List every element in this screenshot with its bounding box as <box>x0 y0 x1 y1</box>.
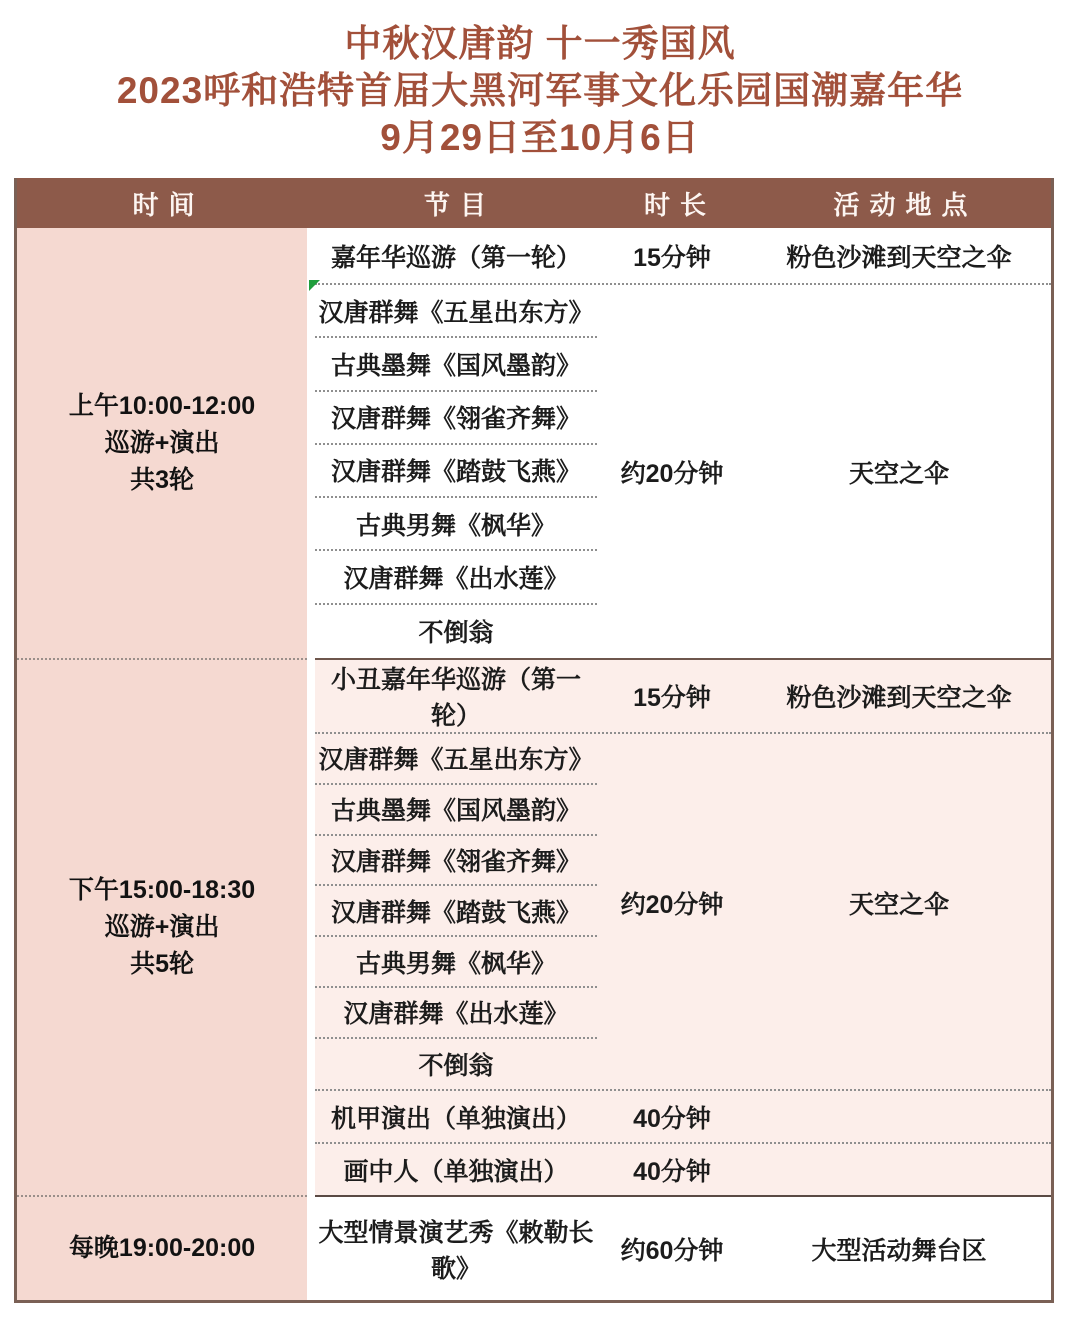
table-row <box>315 392 1051 445</box>
table-row <box>315 1091 1051 1144</box>
header-cell-location: 活动地点 <box>833 189 978 220</box>
program-cell: 不倒翁 <box>418 619 494 648</box>
program-cell: 汉唐群舞《翎雀齐舞》 <box>315 392 597 445</box>
title-line-3: 9月29日至10月6日 <box>380 117 700 158</box>
program-cell: 画中人（单独演出） <box>343 1157 569 1186</box>
duration-cell: 40分钟 <box>633 1104 711 1133</box>
program-cell: 不倒翁 <box>418 1052 494 1081</box>
program-cell: 机甲演出（单独演出） <box>330 1104 581 1133</box>
table-row <box>315 551 1051 604</box>
merged-duration-cell: 约20分钟 <box>620 890 724 919</box>
time-range: 下午15:00-18:30 <box>68 876 256 904</box>
time-range: 每晚19:00-20:00 <box>68 1234 256 1262</box>
section-morning-body <box>315 228 1051 658</box>
time-cell-evening <box>17 1195 307 1300</box>
time-desc: 巡游+演出 <box>104 428 220 457</box>
program-cell: 古典墨舞《国风墨韵》 <box>315 338 597 391</box>
title-line-2: 2023呼和浩特首届大黑河军事文化乐园国潮嘉年华 <box>116 70 964 111</box>
table-row <box>315 445 1051 498</box>
table-row <box>315 734 1051 785</box>
column-gap <box>307 1195 315 1300</box>
duration-cell: 15分钟 <box>633 243 711 272</box>
program-cell: 汉唐群舞《出水莲》 <box>315 551 597 604</box>
section-evening-body <box>315 1195 1051 1300</box>
section-afternoon <box>17 658 1051 1195</box>
table-header-row <box>17 178 1051 228</box>
column-gap <box>307 228 315 658</box>
section-afternoon-body <box>315 658 1051 1195</box>
table-row <box>315 988 1051 1039</box>
table-row <box>315 785 1051 836</box>
table-row <box>315 338 1051 391</box>
table-row <box>315 1039 1051 1092</box>
green-flag-marker <box>309 280 320 291</box>
title-line-1: 中秋汉唐韵 十一秀国风 <box>344 23 736 64</box>
table-row <box>315 498 1051 551</box>
location-cell: 大型活动舞台区 <box>811 1236 987 1265</box>
table-row <box>315 605 1051 658</box>
table-row <box>315 660 1051 734</box>
time-rounds: 共3轮 <box>130 465 194 494</box>
duration-cell: 40分钟 <box>633 1157 711 1186</box>
table-row <box>315 285 1051 338</box>
header-cell-duration: 时长 <box>643 189 716 220</box>
location-cell <box>747 1091 1051 1142</box>
header-cell-program: 节目 <box>423 189 496 220</box>
program-cell: 汉唐群舞《踏鼓飞燕》 <box>315 445 597 498</box>
duration-cell: 15分钟 <box>633 684 711 712</box>
table-row <box>315 1144 1051 1195</box>
merged-location-cell: 天空之伞 <box>848 890 949 919</box>
program-cell: 汉唐群舞《五星出东方》 <box>315 734 597 785</box>
program-cell: 古典墨舞《国风墨韵》 <box>315 785 597 836</box>
time-desc: 巡游+演出 <box>104 913 220 941</box>
table-row <box>315 836 1051 887</box>
merged-duration-cell: 约20分钟 <box>620 459 724 488</box>
program-cell: 大型情景演艺秀《敕勒长歌》 <box>318 1218 594 1283</box>
location-cell: 粉色沙滩到天空之伞 <box>786 243 1012 272</box>
program-cell: 嘉年华巡游（第一轮） <box>330 243 581 272</box>
program-cell: 汉唐群舞《踏鼓飞燕》 <box>315 886 597 937</box>
program-cell: 汉唐群舞《出水莲》 <box>315 988 597 1039</box>
header-cell-time: 时间 <box>132 189 205 220</box>
table-row <box>315 937 1051 988</box>
column-gap <box>307 658 315 1195</box>
program-cell: 汉唐群舞《五星出东方》 <box>315 285 597 338</box>
table-row <box>315 228 1051 285</box>
time-cell-afternoon <box>17 658 307 1195</box>
location-cell <box>747 1144 1051 1195</box>
duration-cell: 约60分钟 <box>620 1236 724 1265</box>
time-range: 上午10:00-12:00 <box>68 391 256 420</box>
table-row <box>315 1197 1051 1300</box>
schedule-table <box>14 178 1054 1303</box>
program-cell: 汉唐群舞《翎雀齐舞》 <box>315 836 597 887</box>
program-cell: 古典男舞《枫华》 <box>315 937 597 988</box>
poster-title <box>0 0 1080 161</box>
section-morning <box>17 228 1051 658</box>
table-row <box>315 886 1051 937</box>
time-cell-morning <box>17 228 307 658</box>
time-rounds: 共5轮 <box>130 950 194 978</box>
program-cell: 古典男舞《枫华》 <box>315 498 597 551</box>
location-cell: 粉色沙滩到天空之伞 <box>786 684 1012 712</box>
section-evening <box>17 1195 1051 1300</box>
program-cell: 小丑嘉年华巡游（第一轮） <box>330 666 581 730</box>
merged-location-cell: 天空之伞 <box>848 459 949 488</box>
